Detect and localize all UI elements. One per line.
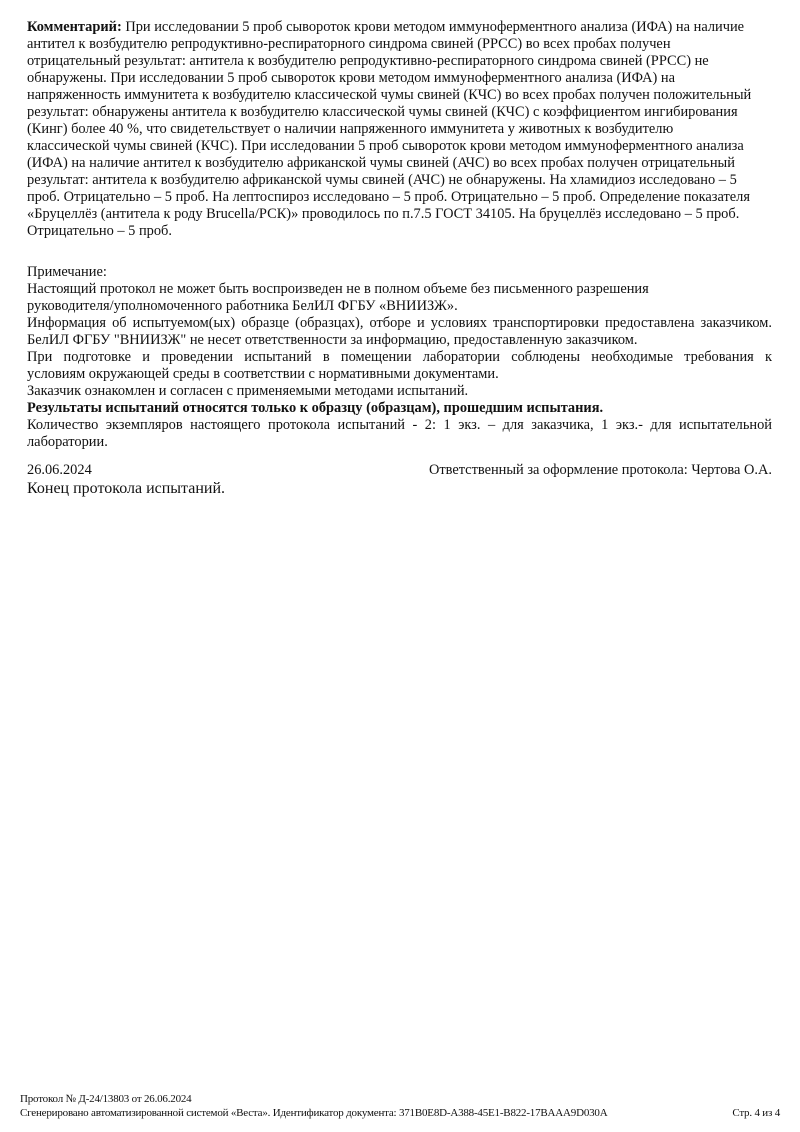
comment-line: результат: обнаружены антитела к возбудителю классической чумы свиней (КЧС) с коэффициентом ингибирования <box>27 104 738 120</box>
comment-line: обнаружены. При исследовании 5 проб сывороток крови методом иммуноферментного анализа (ИФА) на <box>27 70 675 86</box>
footer-page-number: Стр. 4 из 4 <box>732 1107 780 1119</box>
copies-line: Количество экземпляров настоящего протокола испытаний - 2: 1 экз. – для заказчика, 1 экз.- для испытательной <box>27 417 772 433</box>
comment-line: (ИФА) на наличие антител к возбудителю африканской чумы свиней (АЧС) во всех пробах получен отрицательный <box>27 155 735 171</box>
note-section <box>27 264 772 451</box>
note-line: Настоящий протокол не может быть воспроизведен не в полном объеме без письменного разрешения <box>27 281 649 297</box>
end-of-protocol: Конец протокола испытаний. <box>27 480 226 497</box>
comment-line: отрицательный результат: антитела к возбудителю репродуктивно-респираторного синдрома свиней (РРСС) не <box>27 53 709 69</box>
comment-line <box>27 19 772 36</box>
comment-line-text: При исследовании 5 проб сывороток крови методом иммуноферментного анализа (ИФА) на наличие <box>121 19 745 35</box>
results-disclaimer-text: Результаты испытаний относятся только к образцу (образцам), прошедшим испытания. <box>27 400 604 416</box>
signature-date: 26.06.2024 <box>27 462 92 478</box>
signature-row <box>27 462 772 479</box>
note-line: условиям окружающей среды в соответствии с нормативными документами. <box>27 366 499 382</box>
comment-label: Комментарий: <box>27 19 122 35</box>
comment-paragraph <box>27 19 772 240</box>
results-disclaimer <box>27 400 772 417</box>
comment-line: Отрицательно – 5 проб. <box>27 223 172 239</box>
copies-line: лаборатории. <box>27 434 108 450</box>
comment-line: классической чумы свиней (КЧС). При исследовании 5 проб сывороток крови методом иммуноферментного анализа <box>27 138 744 154</box>
note-line: руководителя/уполномоченного работника БелИЛ ФГБУ «ВНИИЗЖ». <box>27 298 458 314</box>
footer-generated: Сгенерировано автоматизированной системой «Веста». Идентификатор документа: 371B0E8D-A388-45E1-B822-17BAAA9D030A <box>20 1107 608 1119</box>
note-line: При подготовке и проведении испытаний в помещении лаборатории соблюдены необходимые требования к <box>27 349 772 365</box>
note-line: Информация об испытуемом(ых) образце (образцах), отборе и условиях транспортировки предоставлена заказчиком. <box>27 315 772 331</box>
comment-line: «Бруцеллёз (антитела к роду Brucella/РСК)» проводилось по п.7.5 ГОСТ 34105. На бруцеллёз исследовано – 5 проб. <box>27 206 740 222</box>
responsible-person: Ответственный за оформление протокола: Чертова О.А. <box>428 462 772 478</box>
note-title: Примечание: <box>27 264 107 280</box>
comment-line: напряженность иммунитета к возбудителю классической чумы свиней (КЧС) во всех пробах получен положительный <box>27 87 752 103</box>
comment-line: результат: антитела к возбудителю африканской чумы свиней (АЧС) не обнаружены. На хламидиоз исследовано – 5 <box>27 172 737 188</box>
note-line: БелИЛ ФГБУ "ВНИИЗЖ" не несет ответственности за информацию, предоставленную заказчиком. <box>27 332 638 348</box>
comment-line: проб. Отрицательно – 5 проб. На лептоспироз исследовано – 5 проб. Отрицательно – 5 проб. Определение показателя <box>27 189 750 205</box>
footer-protocol-number: Протокол № Д-24/13803 от 26.06.2024 <box>20 1093 192 1105</box>
comment-line: (Кинг) более 40 %, что свидетельствует о наличии напряженного иммунитета у животных к возбудителю <box>27 121 674 137</box>
note-line: Заказчик ознакомлен и согласен с применяемыми методами испытаний. <box>27 383 469 399</box>
comment-line: антител к возбудителю репродуктивно-респираторного синдрома свиней (РРСС) во всех пробах получен <box>27 36 671 52</box>
